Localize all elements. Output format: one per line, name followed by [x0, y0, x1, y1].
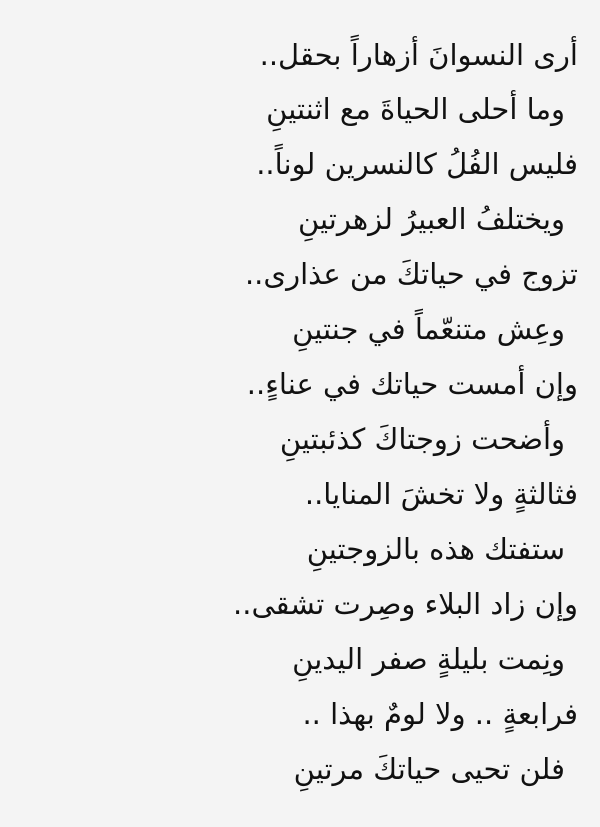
poem-line-14: فلن تحيى حياتكَ مرتينِ	[293, 752, 565, 786]
poem-line-8: وأضحت زوجتاكَ كذئبتينِ	[279, 422, 565, 456]
poem-line-10: ستفتك هذه بالزوجتينِ	[306, 532, 565, 566]
poem-line-13: فرابعةٍ .. ولا لومٌ بهذا ..	[302, 697, 578, 731]
poem-line-12: ونِمت بليلةٍ صفر اليدينِ	[292, 642, 565, 676]
poem-line-4: ويختلفُ العبيرُ لزهرتينِ	[297, 202, 565, 236]
poem-line-9: فثالثةٍ ولا تخشَ المنايا..	[304, 477, 578, 511]
poem-line-2: وما أحلى الحياةَ مع اثنتينِ	[266, 92, 565, 126]
poem-line-11: وإن زاد البلاء وصِرت تشقى..	[233, 587, 578, 621]
poem-line-6: وعِش متنعّماً في جنتينِ	[292, 312, 565, 346]
poem-line-3: فليس الفُلُ كالنسرين لوناً..	[256, 147, 578, 181]
poem-line-7: وإن أمست حياتك في عناءٍ..	[246, 367, 578, 401]
poem-line-5: تزوج في حياتكَ من عذارى..	[244, 257, 578, 291]
poem-line-1: أرى النسوانَ أزهاراً بحقل..	[259, 38, 578, 72]
